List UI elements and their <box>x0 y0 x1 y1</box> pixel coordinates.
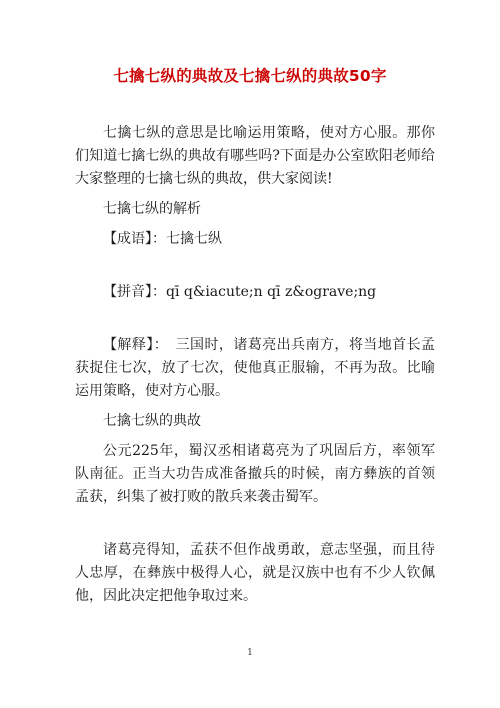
document-body <box>75 122 435 608</box>
explanation-paragraph: 【解释】： 三国时，诸葛亮出兵南方，将当地首长孟获捉住七次，放了七次，使他真正服输，不再为敌。比喻运用策略，使对方心服。 <box>75 337 435 399</box>
idiom-line: 【成语】：七擒七纵 <box>103 231 222 247</box>
page-number: 1 <box>247 648 253 658</box>
document-title: 七擒七纵的典故及七擒七纵的典故50字 <box>113 67 387 85</box>
section-heading-story: 七擒七纵的典故 <box>103 413 201 429</box>
pinyin-line: 【拼音】：qī q&iacute;n qī z&ograve;ng <box>103 284 377 300</box>
story-paragraph-1: 公元225年，蜀汉丞相诸葛亮为了巩固后方，率领军队南征。正当大功告成准备撤兵的时候，南方彝族的首领孟获，纠集了被打败的散兵来袭击蜀军。 <box>75 443 435 505</box>
intro-paragraph: 七擒七纵的意思是比喻运用策略，使对方心服。那你们知道七擒七纵的典故有哪些吗?下面是办公室欧阳老师给大家整理的七擒七纵的典故，供大家阅读! <box>75 125 435 187</box>
story-paragraph-2: 诸葛亮得知，孟获不但作战勇敢，意志坚强，而且待人忠厚，在彝族中极得人心，就是汉族中也有不少人钦佩他，因此决定把他争取过来。 <box>75 542 435 604</box>
section-heading-explain: 七擒七纵的解析 <box>103 201 201 217</box>
